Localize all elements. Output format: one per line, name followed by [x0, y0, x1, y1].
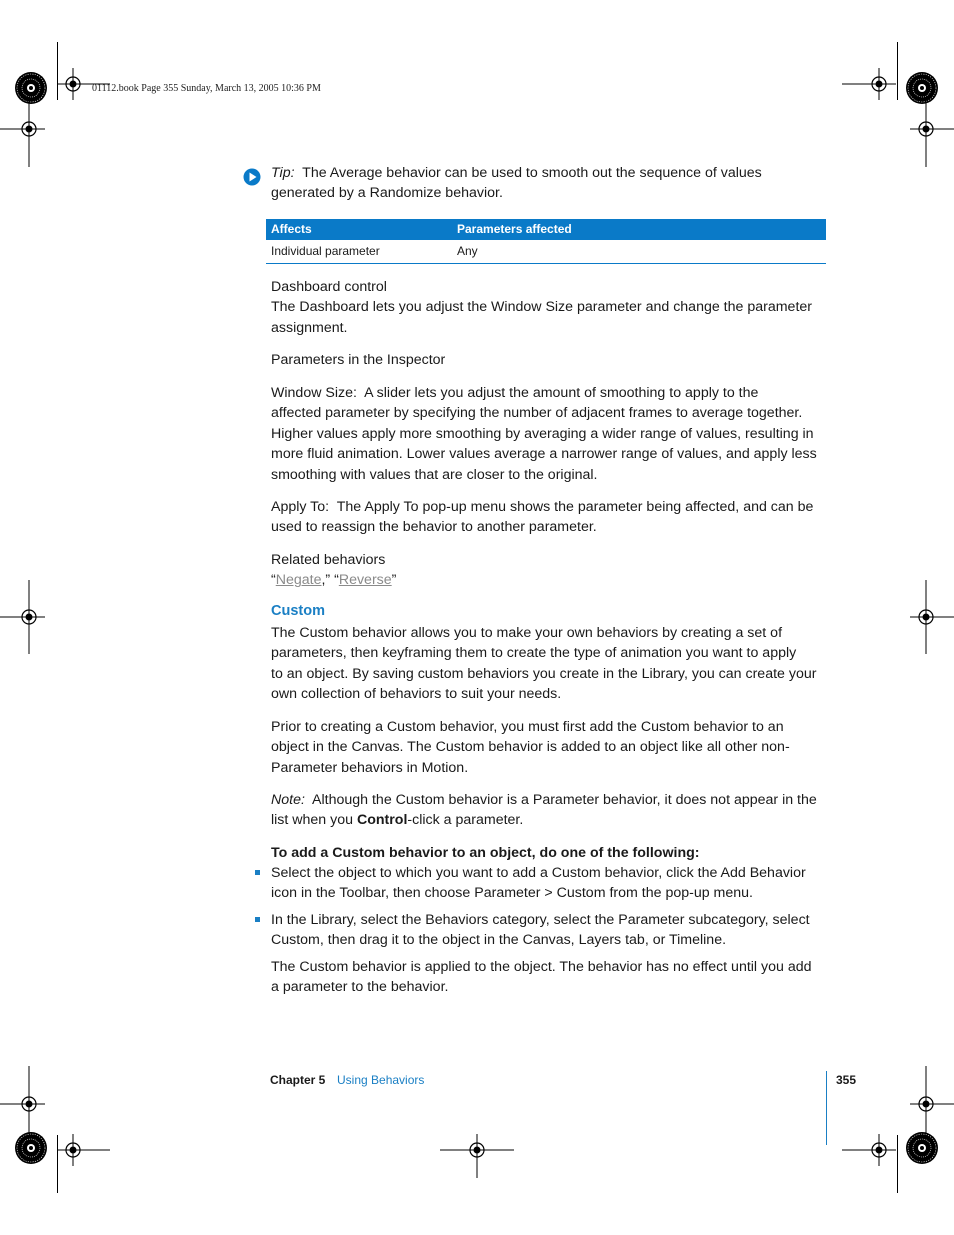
- custom-text: The Custom behavior allows you to make your own behaviors by creating a set of: [271, 625, 783, 641]
- window-size-text: A slider lets you adjust the amount of smoothing to apply to the: [364, 385, 759, 401]
- note-text: list when you: [271, 812, 357, 829]
- tip-text: generated by a Randomize behavior.: [271, 185, 503, 202]
- dashboard-text: assignment.: [271, 319, 348, 336]
- custom-heading: Custom: [271, 603, 325, 619]
- tip-text: The Average behavior can be used to smooth out the sequence of values: [302, 165, 762, 181]
- table-cell: Individual parameter: [271, 244, 380, 258]
- custom-text: Parameter behaviors in Motion.: [271, 759, 469, 776]
- apply-to-text: used to reassign the behavior to another parameter.: [271, 519, 597, 536]
- table-header: [266, 219, 826, 240]
- table-header-cell: Affects: [271, 222, 312, 236]
- list-item: [271, 863, 827, 904]
- page-number: 355: [836, 1073, 857, 1087]
- tip-arrow-icon: [243, 168, 261, 186]
- bullet-icon: [255, 870, 260, 875]
- task-heading: To add a Custom behavior to an object, do one of the following:: [271, 845, 700, 861]
- list-item-text: icon in the Toolbar, then choose Parameter > Custom from the pop-up menu.: [271, 885, 753, 902]
- note-text: Although the Custom behavior is a Parameter behavior, it does not appear in the: [312, 792, 817, 808]
- window-size-text: affected parameter by specifying the number of adjacent frames to average together.: [271, 405, 803, 422]
- apply-to-label: Apply To:: [271, 499, 330, 515]
- window-size-paragraph: [271, 383, 827, 485]
- custom-text: to an object. By saving custom behaviors you create in the Library, you can create your: [271, 665, 817, 682]
- result-text: The Custom behavior is applied to the object. The behavior has no effect until you add: [271, 959, 812, 975]
- note-text: -click a parameter.: [407, 812, 524, 829]
- table-header-cell: Parameters affected: [457, 222, 572, 236]
- inspector-heading: Parameters in the Inspector: [271, 352, 446, 368]
- footer-rule: [826, 1071, 827, 1145]
- result-paragraph: [271, 957, 827, 998]
- list-item-text: Select the object to which you want to add a Custom behavior, click the Add Behavior: [271, 865, 806, 881]
- negate-link[interactable]: Negate: [275, 572, 322, 589]
- note-key: Control: [356, 812, 408, 829]
- apply-to-paragraph: [271, 497, 827, 538]
- note-paragraph: [271, 790, 827, 831]
- custom-text: own collection of behaviors to suit your needs.: [271, 686, 562, 703]
- dashboard-section: [271, 277, 827, 338]
- custom-text: Prior to creating a Custom behavior, you must first add the Custom behavior to an: [271, 719, 784, 735]
- table-rule: [266, 263, 826, 264]
- custom-paragraph-1: [271, 623, 827, 705]
- footer-chapter: Chapter 5: [270, 1073, 326, 1087]
- custom-paragraph-2: [271, 717, 827, 778]
- list-item: [271, 910, 827, 951]
- footer-chapter-title: Using Behaviors: [337, 1073, 425, 1087]
- related-section: Related behaviors “Negate,” “Reverse”: [271, 550, 827, 591]
- related-heading: Related behaviors: [271, 552, 386, 568]
- bullet-icon: [255, 917, 260, 922]
- note-label: Note:: [271, 792, 305, 808]
- result-text: a parameter to the behavior.: [271, 979, 449, 996]
- table-row: [266, 241, 826, 263]
- tip-label: Tip:: [271, 165, 295, 181]
- table-cell: Any: [457, 244, 478, 258]
- book-slug: 01112.book Page 355 Sunday, March 13, 2005 10:36 PM: [92, 83, 321, 94]
- dashboard-heading: Dashboard control: [271, 279, 387, 295]
- window-size-text: Higher values apply more smoothing by averaging a wider range of values, resulting in: [271, 425, 814, 442]
- window-size-text: smoothing with values that are closer to the original.: [271, 466, 598, 483]
- list-item-text: In the Library, select the Behaviors category, select the Parameter subcategory, select: [271, 912, 810, 928]
- list-item-text: Custom, then drag it to the object in the Canvas, Layers tab, or Timeline.: [271, 932, 727, 949]
- reverse-link[interactable]: Reverse: [338, 572, 392, 589]
- dashboard-text: The Dashboard lets you adjust the Window Size parameter and change the parameter: [271, 299, 813, 316]
- custom-text: parameters, then keyframing them to create the type of animation you want to apply: [271, 645, 797, 662]
- window-size-text: more fluid animation. Lower values average a narrower range of values, and apply less: [271, 446, 817, 463]
- custom-text: object in the Canvas. The Custom behavior is added to an object like all other non-: [271, 739, 790, 756]
- window-size-label: Window Size:: [271, 385, 357, 401]
- apply-to-text: The Apply To pop-up menu shows the parameter being affected, and can be: [336, 499, 814, 515]
- tip-paragraph: [271, 163, 827, 204]
